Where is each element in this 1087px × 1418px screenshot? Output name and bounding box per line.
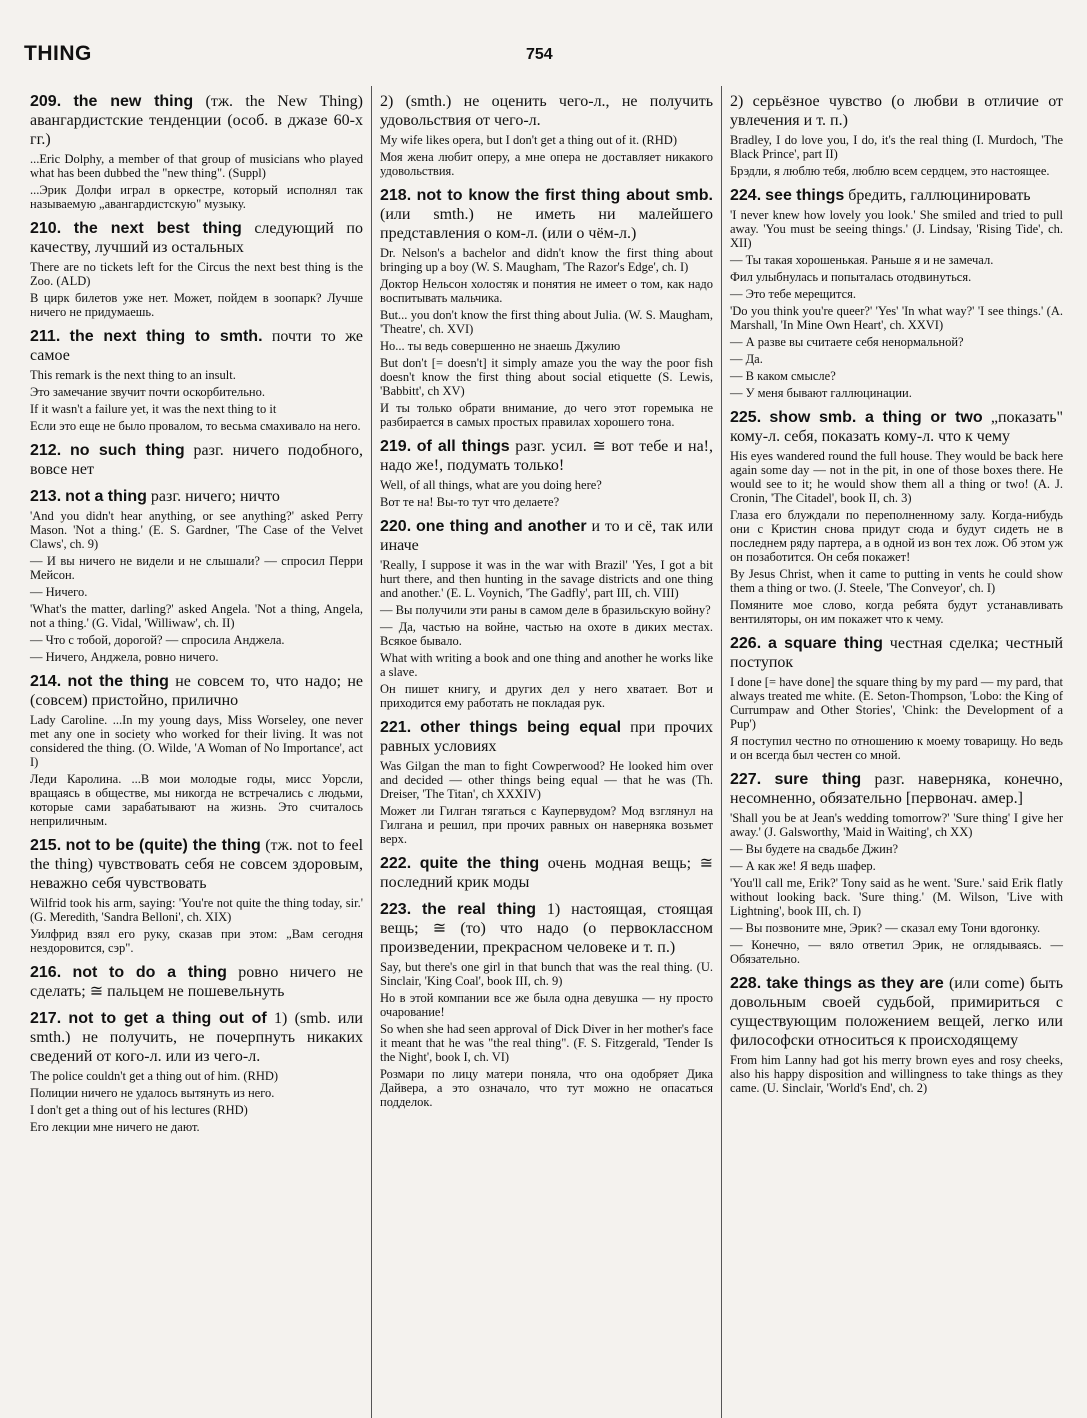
usage-example: Полиции ничего не удалось вытянуть из него. — [30, 1086, 275, 1100]
usage-example: I done [= have done] the square thing by my pard — my pard, that always treated me white. (E. Seton-Thompson, 'Lobo: the King of Currumpaw and Other Stories', 'Chink: the Development of a Pup') — [730, 675, 1063, 731]
entry-heading — [30, 219, 363, 257]
entry-definition: разг. ничего; ничто — [150, 488, 280, 505]
entry-definition: 1) настоящая, стоящая вещь; ≅ (то) что надо (о первоклассном произведении, прекрасном человеке и т. п.) — [380, 901, 713, 956]
entry-phrase: the real thing — [421, 901, 537, 918]
entry-number: 225. — [730, 409, 762, 426]
entry-definition: разг. наверняка, конечно, несомненно, обязательно [первонач. амер.] — [730, 771, 1063, 807]
usage-example: — Ничего, Анджела, ровно ничего. — [30, 650, 219, 664]
entry-definition: не совсем то, что надо; не (совсем) пристойно, прилично — [30, 673, 364, 709]
usage-example: Say, but there's one girl in that bunch that was the real thing. (U. Sinclair, 'King Coal', book III, ch. 9) — [380, 960, 713, 988]
entry-heading — [730, 974, 1063, 1050]
entry-number: 221. — [380, 719, 412, 736]
entry-phrase: see things — [765, 187, 845, 204]
entry-phrase: not the thing — [67, 673, 169, 690]
dictionary-entry — [30, 219, 363, 319]
dictionary-entry — [30, 487, 363, 664]
usage-example: Он пишет книгу, и других дел у него хватает. Вот и приходится ему работать не покладая рук. — [380, 682, 713, 710]
entry-phrase: not to be (quite) the thing — [65, 837, 261, 854]
entry-phrase: one thing and another — [416, 518, 587, 535]
usage-example: Леди Каролина. ...В мои молодые годы, мисс Уорсли, вращаясь в обществе, мы никогда не встречались с людьми, которые сами зарабатывают на жизнь. Это считалось неприличным. — [30, 772, 363, 828]
entry-definition: 1) (smb. или smth.) не получить, не почерпнуть никаких сведений от кого-л. или из чего-л. — [30, 1010, 363, 1065]
usage-example: Его лекции мне ничего не дают. — [30, 1120, 200, 1134]
entry-heading — [30, 672, 363, 710]
entry-number: 212. — [30, 442, 62, 459]
usage-example: Брэдли, я люблю тебя, люблю всем сердцем, это настоящее. — [730, 164, 1050, 178]
entry-heading — [30, 836, 363, 893]
usage-example: — Вы будете на свадьбе Джин? — [730, 842, 899, 856]
entry-heading — [380, 517, 713, 555]
dictionary-entry — [730, 974, 1063, 1095]
usage-example: 'And you didn't hear anything, or see anything?' asked Perry Mason. 'Not a thing.' (E. S. Gardner, 'The Case of the Velvet Claws', ch. 9) — [30, 509, 363, 551]
usage-example: — А как же! Я ведь шафер. — [730, 859, 876, 873]
usage-example: From him Lanny had got his merry brown eyes and rosy cheeks, also his happy disposition and willingness to take things as they came. (U. Sinclair, 'World's End', ch. 2) — [730, 1053, 1063, 1095]
usage-example: Это замечание звучит почти оскорбительно. — [30, 385, 265, 399]
usage-example: Но в этой компании все же была одна девушка — ну просто очарование! — [380, 991, 713, 1019]
entry-definition: почти то же самое — [30, 328, 364, 364]
dictionary-entry — [730, 186, 1063, 400]
entry-phrase: quite the thing — [419, 855, 540, 872]
entry-definition: ровно ничего не сделать; ≅ пальцем не пошевельнуть — [30, 964, 364, 1000]
entry-number: 213. — [30, 488, 62, 505]
usage-example: Вот те на! Вы-то тут что делаете? — [380, 495, 560, 509]
entry-heading — [30, 1009, 363, 1066]
entry-number: 222. — [380, 855, 412, 872]
entry-definition: и то и сё, так или иначе — [380, 518, 714, 554]
entry-number: 228. — [730, 975, 762, 992]
columns — [22, 86, 1071, 1418]
entry-phrase: not a thing — [65, 488, 147, 505]
usage-example: The police couldn't get a thing out of him. (RHD) — [30, 1069, 279, 1083]
usage-example: Уилфрид взял его руку, сказав при этом: „Вам сегодня нездоровится, сэр". — [30, 927, 363, 955]
usage-example: Wilfrid took his arm, saying: 'You're not quite the thing today, sir.' (G. Meredith, 'Sandra Belloni', ch. XIX) — [30, 896, 363, 924]
entry-number: 215. — [30, 837, 62, 854]
running-headword: THING — [24, 42, 92, 65]
usage-example: 'I never knew how lovely you look.' She smiled and tried to pull away. 'You must be seeing things.' (J. Lindsay, 'Rising Tide', ch. XII) — [730, 208, 1063, 250]
entry-number: 217. — [30, 1010, 62, 1027]
entry-number: 216. — [30, 964, 62, 981]
usage-example: — Вы получили эти раны в самом деле в бразильскую войну? — [380, 603, 711, 617]
usage-example: — У меня бывают галлюцинации. — [730, 386, 912, 400]
usage-example: But... you don't know the first thing about Julia. (W. S. Maugham, 'Theatre', ch. XVI) — [380, 308, 713, 336]
usage-example: И ты только обрати внимание, до чего этот горемыка не разбирается в самых простых правилах хорошего тона. — [380, 401, 713, 429]
entry-definition: (тж. not to feel the thing) чувствовать себя не совсем здоровым, неважно себя чувствовать — [30, 837, 364, 892]
usage-example: — Что с тобой, дорогой? — спросила Анджела. — [30, 633, 285, 647]
usage-example: But don't [= doesn't] it simply amaze you the way the poor fish doesn't know the first thing about social etiquette (S. Lewis, 'Babbitt', ch XV) — [380, 356, 713, 398]
entry-number: 227. — [730, 771, 762, 788]
entry-definition: (или smth.) не иметь ни малейшего представления о ком-л. (или о чём-л.) — [380, 206, 713, 242]
usage-example: Моя жена любит оперу, а мне опера не доставляет никакого удовольствия. — [380, 150, 713, 178]
column-3 — [721, 86, 1071, 1418]
usage-example: — Ничего. — [30, 585, 88, 599]
entry-definition: (тж. the New Thing) авангардистские тенденции (особ. в джазе 60-х гг.) — [30, 93, 363, 148]
usage-example: Помяните мое слово, когда ребята будут устанавливать вентиляторы, он им покажет что к чему. — [730, 598, 1063, 626]
entry-heading — [380, 854, 713, 892]
dictionary-entry — [30, 327, 363, 433]
usage-example: There are no tickets left for the Circus the next best thing is the Zoo. (ALD) — [30, 260, 363, 288]
usage-example: 'You'll call me, Erik?' Tony said as he went. 'Sure.' said Erik flatly without looking back. 'Sure thing.' (M. Wilson, 'Live with Lightning', book III, ch. I) — [730, 876, 1063, 918]
entry-phrase: of all things — [416, 438, 510, 455]
entry-definition: следующий по качеству, лучший из остальных — [30, 220, 363, 256]
entry-phrase: the next thing to smth. — [69, 328, 263, 345]
dictionary-entry — [730, 92, 1063, 178]
dictionary-entry — [380, 900, 713, 1109]
entry-phrase: other things being equal — [420, 719, 622, 736]
entry-heading — [730, 186, 1063, 205]
entry-definition: очень модная вещь; ≅ последний крик моды — [380, 855, 714, 891]
usage-example: Доктор Нельсон холостяк и понятия не имеет о том, как надо воспитывать мальчика. — [380, 277, 713, 305]
entry-number: 209. — [30, 93, 62, 110]
dictionary-entry — [30, 963, 363, 1001]
entry-heading — [380, 186, 713, 243]
entry-phrase: the next best thing — [73, 220, 242, 237]
usage-example: This remark is the next thing to an insult. — [30, 368, 236, 382]
usage-example: My wife likes opera, but I don't get a thing out of it. (RHD) — [380, 133, 677, 147]
entry-phrase: the new thing — [73, 93, 194, 110]
dictionary-entry — [730, 770, 1063, 966]
entry-definition: при прочих равных условиях — [380, 719, 713, 755]
usage-example: — Конечно, — вяло ответил Эрик, не оглядываясь. — Обязательно. — [730, 938, 1063, 966]
usage-example: Lady Caroline. ...In my young days, Miss Worseley, one never met any one in society who worked for their living. It was not considered the thing. (O. Wilde, 'A Woman of No Importance', act I) — [30, 713, 363, 769]
dictionary-entry — [380, 517, 713, 710]
entry-phrase: not to know the first thing about smb. — [416, 187, 714, 204]
usage-example: — Ты такая хорошенькая. Раньше я и не замечал. — [730, 253, 994, 267]
entry-phrase: no such thing — [70, 442, 185, 459]
usage-example: — А разве вы считаете себя ненормальной? — [730, 335, 964, 349]
entry-heading — [380, 900, 713, 957]
entry-number: 220. — [380, 518, 412, 535]
entry-heading — [30, 441, 363, 479]
usage-example: What with writing a book and one thing and another he works like a slave. — [380, 651, 713, 679]
usage-example: — Да. — [730, 352, 763, 366]
dictionary-entry — [30, 92, 363, 211]
entry-definition: разг. усил. ≅ вот тебе и на!, надо же!, подумать только! — [380, 438, 713, 474]
entry-definition: честная сделка; честный поступок — [730, 635, 1064, 671]
usage-example: Розмари по лицу матери поняла, что она одобряет Дика Дайвера, а это означало, что тут можно не опасаться подделок. — [380, 1067, 713, 1109]
entry-number: 214. — [30, 673, 62, 690]
entry-phrase: sure thing — [774, 771, 862, 788]
usage-example: Фил улыбнулась и попыталась отодвинуться. — [730, 270, 972, 284]
entry-definition: бредить, галлюцинировать — [848, 187, 1031, 204]
dictionary-entry — [380, 92, 713, 178]
entry-heading — [730, 408, 1063, 446]
usage-example: By Jesus Christ, when it came to putting in vents he could show them a thing or two. (J. Steele, 'The Conveyor', ch. I) — [730, 567, 1063, 595]
dictionary-entry — [30, 672, 363, 828]
usage-example: — Это тебе мерещится. — [730, 287, 857, 301]
usage-example: Well, of all things, what are you doing here? — [380, 478, 602, 492]
dictionary-entry — [380, 718, 713, 846]
dictionary-entry — [730, 408, 1063, 626]
usage-example: Глаза его блуждали по переполненному залу. Когда-нибудь они с Кристин снова придут сюда и будут сидеть не в последнем ряду партера, а в одной из вон тех лож. Об этом уж он позаботится. Он себя покажет! — [730, 508, 1063, 564]
usage-example: So when she had seen approval of Dick Diver in her mother's face it meant that he was "the real thing". (F. S. Fitzgerald, 'Tender Is the Night', book I, ch. VI) — [380, 1022, 713, 1064]
entry-definition: „показать" кому-л. себя, показать кому-л. что к чему — [730, 409, 1064, 445]
usage-example: Bradley, I do love you, I do, it's the real thing (I. Murdoch, 'The Black Prince', part II) — [730, 133, 1063, 161]
column-2 — [371, 86, 721, 1418]
entry-phrase: not to do a thing — [72, 964, 227, 981]
entry-definition: 2) (smth.) не оценить чего-л., не получить удовольствия от чего-л. — [380, 93, 713, 129]
dictionary-entry — [380, 186, 713, 429]
usage-example: 'Do you think you're queer?' 'Yes' 'In what way?' 'I see things.' (A. Marshall, 'In Mine Own Heart', ch. XXVI) — [730, 304, 1063, 332]
entry-number: 226. — [730, 635, 762, 652]
entry-phrase: take things as they are — [766, 975, 944, 992]
usage-example: 'What's the matter, darling?' asked Angela. 'Not a thing, Angela, not a thing.' (G. Vidal, 'Williwaw', ch. II) — [30, 602, 363, 630]
usage-example: — Вы позвоните мне, Эрик? — сказал ему Тони вдогонку. — [730, 921, 1041, 935]
usage-example: — Да, частью на войне, частью на охоте в диких местах. Всякое бывало. — [380, 620, 713, 648]
entry-heading — [30, 963, 363, 1001]
entry-phrase: a square thing — [767, 635, 883, 652]
usage-example: В цирк билетов уже нет. Может, пойдем в зоопарк? Лучше ничего не придумаешь. — [30, 291, 363, 319]
usage-example: 'Really, I suppose it was in the war with Brazil' 'Yes, I got a bit hurt there, and then hunting in the savage districts and one thing and another.' (E. L. Voynich, 'The Gadfly', part III, ch. VIII) — [380, 558, 713, 600]
usage-example: Was Gilgan the man to fight Cowperwood? He looked him over and decided — other things being equal — that he was (Th. Dreiser, 'The Titan', ch XXXIV) — [380, 759, 713, 801]
usage-example: ...Eric Dolphy, a member of that group of musicians who played what has been dubbed the "new thing". (Suppl) — [30, 152, 363, 180]
entry-heading — [730, 634, 1063, 672]
entry-definition: разг. ничего подобного, вовсе нет — [30, 442, 363, 478]
usage-example: ...Эрик Долфи играл в оркестре, который исполнял так называемую „авангардистскую" музыку. — [30, 183, 363, 211]
dictionary-entry — [30, 836, 363, 955]
entry-number: 211. — [30, 328, 61, 345]
entry-heading — [30, 487, 363, 506]
entry-heading — [380, 92, 713, 130]
dictionary-entry — [730, 634, 1063, 762]
entry-number: 224. — [730, 187, 762, 204]
entry-heading — [730, 92, 1063, 130]
entry-number: 210. — [30, 220, 62, 237]
dictionary-entry — [380, 437, 713, 509]
usage-example: — В каком смысле? — [730, 369, 836, 383]
usage-example: Если это еще не было провалом, то весьма смахивало на него. — [30, 419, 361, 433]
usage-example: His eyes wandered round the full house. They would be back here again some day — not in the pit, in one of those boxes there. He would see to it; he would show them all a thing or two! (A. J. Cronin, 'The Citadel', book II, ch. 3) — [730, 449, 1063, 505]
entry-heading — [730, 770, 1063, 808]
usage-example: Но... ты ведь совершенно не знаешь Джулию — [380, 339, 621, 353]
usage-example: Я поступил честно по отношению к моему товарищу. Но ведь и он всегда был честен со мной. — [730, 734, 1063, 762]
entry-number: 219. — [380, 438, 412, 455]
usage-example: If it wasn't a failure yet, it was the next thing to it — [30, 402, 277, 416]
usage-example: Dr. Nelson's a bachelor and didn't know the first thing about bringing up a boy (W. S. Maugham, 'The Razor's Edge', ch. I) — [380, 246, 713, 274]
entry-number: 218. — [380, 187, 412, 204]
entry-heading — [30, 92, 363, 149]
entry-heading — [380, 437, 713, 475]
entry-definition: 2) серьёзное чувство (о любви в отличие от увлечения и т. п.) — [730, 93, 1063, 129]
entry-number: 223. — [380, 901, 412, 918]
entry-phrase: not to get a thing out of — [68, 1010, 267, 1027]
usage-example: 'Shall you be at Jean's wedding tomorrow?' 'Sure thing' I give her away.' (J. Galsworthy, 'Maid in Waiting', ch XX) — [730, 811, 1063, 839]
page-number: 754 — [526, 46, 553, 63]
column-1 — [22, 86, 371, 1418]
entry-definition: (или come) быть довольным своей судьбой, примириться с существующим положением вещей, легко или философски относиться к происходящему — [730, 975, 1063, 1049]
entry-heading — [380, 718, 713, 756]
dictionary-entry — [30, 441, 363, 479]
dictionary-entry — [380, 854, 713, 892]
usage-example: Может ли Гилган тягаться с Каупервудом? Мод взглянул на Гилгана и решил, при прочих равных он наверняка возьмет верх. — [380, 804, 713, 846]
usage-example: I don't get a thing out of his lectures (RHD) — [30, 1103, 248, 1117]
entry-phrase: show smb. a thing or two — [769, 409, 983, 426]
dictionary-entry — [30, 1009, 363, 1134]
usage-example: — И вы ничего не видели и не слышали? — спросил Перри Мейсон. — [30, 554, 363, 582]
entry-heading — [30, 327, 363, 365]
